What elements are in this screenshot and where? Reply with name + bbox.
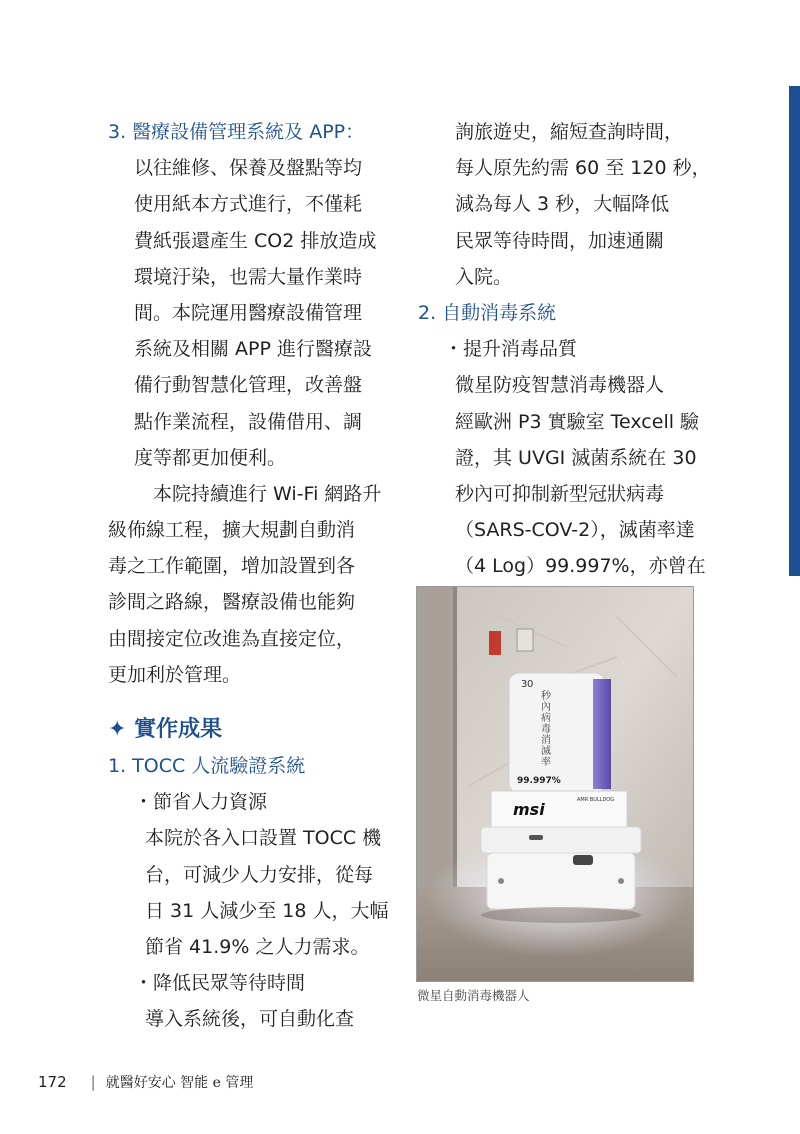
text-line: 使用紙本方式進行，不僅耗: [134, 193, 363, 216]
text-line: 經歐洲 P3 實驗室 Texcell 驗: [455, 410, 700, 433]
page-number: 172: [38, 1073, 67, 1091]
text-line: 2. 自動消毒系統: [418, 301, 557, 324]
photo-caption: 微星自動消毒機器人: [417, 988, 530, 1003]
text-line: 台，可減少人力安排，從每: [145, 863, 374, 886]
text-line: 導入系統後，可自動化查: [145, 1008, 355, 1031]
text-line: 減為每人 3 秒，大幅降低: [455, 193, 670, 216]
text-line: 以往維修、保養及盤點等均: [134, 157, 363, 180]
svg-text:秒 內 病 毒: 秒 內 病 毒 消 滅 率: [541, 691, 551, 768]
text-line: 民眾等待時間，加速通關: [455, 229, 665, 252]
text-line: 環境汙染，也需大量作業時: [134, 265, 363, 288]
text-line: 1. TOCC 人流驗證系統: [108, 755, 306, 777]
svg-text:30: 30: [521, 679, 534, 690]
text-line: 詢旅遊史，縮短查詢時間，: [455, 121, 684, 143]
text-line: 本院持續進行 Wi-Fi 網路升: [134, 482, 382, 505]
text-line: 間。本院運用醫療設備管理: [134, 301, 363, 324]
section-heading: ✦ 實作成果: [108, 717, 223, 742]
text-line: 毒之工作範圍，增加設置到各: [108, 555, 356, 578]
left-column: [108, 114, 389, 1038]
text-line: 點作業流程，設備借用、調: [134, 410, 363, 433]
text-line: 系統及相關 APP 進行醫療設: [134, 338, 372, 361]
robot-percent: 99.997%: [517, 776, 561, 786]
text-line: 由間接定位改進為直接定位，: [108, 627, 356, 650]
footer-separator: |: [90, 1073, 96, 1091]
page-footer: [38, 1072, 253, 1092]
text-line: （4 Log）99.997%，亦曾在: [455, 555, 706, 578]
right-text: [418, 114, 711, 584]
book-title: 就醫好安心 智能 e 管理: [105, 1075, 254, 1091]
text-line: （SARS-COV-2），滅菌率達: [455, 519, 695, 542]
text-line: 證，其 UVGI 滅菌系統在 30: [455, 446, 697, 469]
text-line: 診間之路線，醫療設備也能夠: [108, 591, 356, 614]
text-line: 備行動智慧化管理，改善盤: [134, 374, 363, 397]
text-line: ・提升消毒品質: [444, 338, 578, 361]
text-line: ・節省人力資源: [134, 791, 268, 814]
robot-illustration: [417, 587, 693, 981]
text-line: ・降低民眾等待時間: [134, 972, 306, 995]
text-line: 費紙張還產生 CO2 排放造成: [134, 229, 377, 252]
text-line: 3. 醫療設備管理系統及 APP：: [108, 121, 365, 143]
text-line: 級佈線工程，擴大規劃自動消: [108, 519, 356, 542]
left-top-text: [108, 114, 386, 693]
text-line: 入院。: [455, 265, 513, 288]
text-line: 本院於各入口設置 TOCC 機: [145, 827, 382, 850]
left-bottom-text: [108, 748, 389, 1038]
text-line: 日 31 人減少至 18 人，大幅: [145, 899, 389, 922]
text-line: 微星防疫智慧消毒機器人: [455, 374, 665, 397]
right-edge-tab: [789, 86, 800, 576]
text-line: 秒內可抑制新型冠狀病毒: [455, 482, 665, 505]
text-line: 更加利於管理。: [108, 663, 242, 686]
text-line: 度等都更加便利。: [134, 446, 287, 469]
robot-side-text: AMR BULLDOG: [577, 797, 615, 803]
robot-photo: [416, 586, 694, 982]
text-line: 節省 41.9% 之人力需求。: [145, 935, 370, 958]
robot-brand: msi: [513, 800, 545, 819]
text-line: 每人原先約需 60 至 120 秒，: [455, 157, 711, 180]
right-column: [418, 114, 711, 584]
